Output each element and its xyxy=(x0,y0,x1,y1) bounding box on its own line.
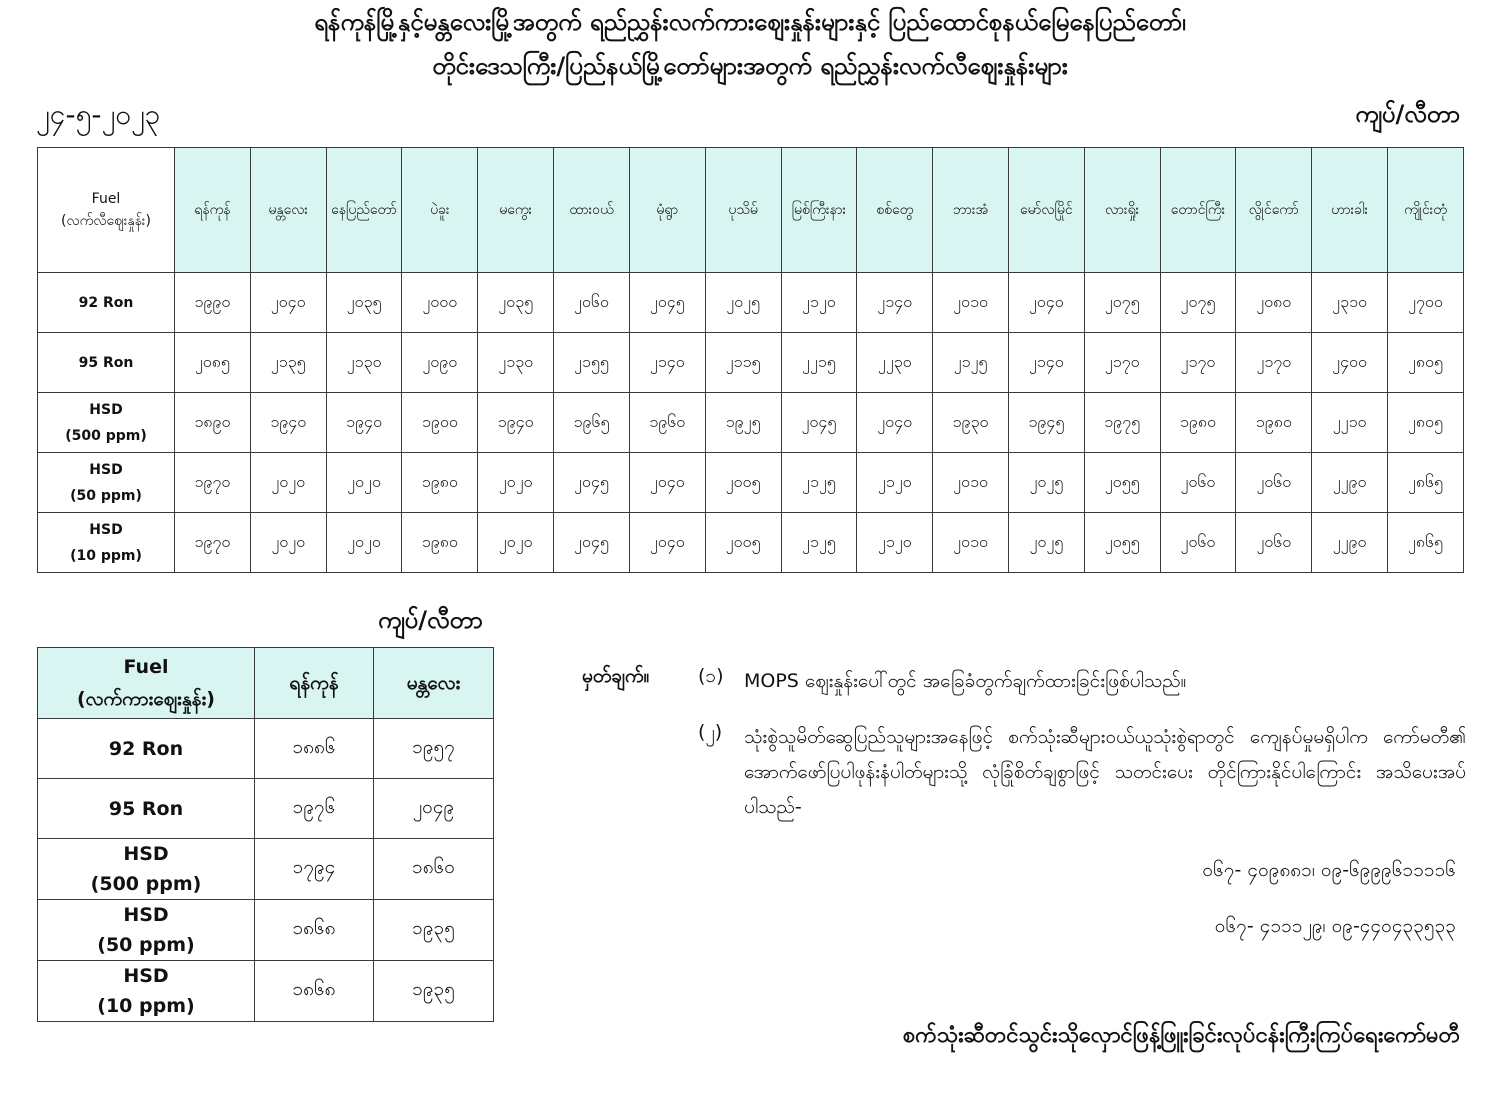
retail-city-header: ကျိုင်းတုံ xyxy=(1388,148,1464,273)
retail-price-cell: ၂၁၂၅ xyxy=(781,513,857,573)
wholesale-fuel-cell xyxy=(38,961,255,1022)
retail-price-cell: ၂၀၆၀ xyxy=(1160,453,1236,513)
retail-city-header: လားရှိုး xyxy=(1084,148,1160,273)
retail-price-cell: ၂၁၃၀ xyxy=(326,333,402,393)
retail-price-cell: ၁၉၇၀ xyxy=(175,513,251,573)
retail-city-header: လွိုင်ကော် xyxy=(1236,148,1312,273)
retail-price-cell: ၂၀၅၅ xyxy=(1084,453,1160,513)
retail-price-cell: ၂၁၃၅ xyxy=(250,333,326,393)
wholesale-fuel-header xyxy=(38,648,255,719)
fuel-name: HSD xyxy=(89,461,123,478)
retail-price-cell: ၁၉၄၀ xyxy=(326,393,402,453)
retail-price-cell: ၂၀၆၀ xyxy=(1236,513,1312,573)
retail-city-header: မကွေး xyxy=(478,148,554,273)
retail-price-cell: ၂၀၂၀ xyxy=(326,513,402,573)
fuel-grade: (10 ppm) xyxy=(70,547,142,564)
retail-price-cell: ၂၀၇၅ xyxy=(1160,273,1236,333)
wholesale-row xyxy=(38,900,494,961)
retail-price-cell: ၁၉၆၀ xyxy=(629,393,705,453)
retail-row xyxy=(38,513,1464,573)
retail-price-cell: ၂၈၀၅ xyxy=(1388,393,1464,453)
wholesale-row xyxy=(38,719,494,779)
retail-price-cell: ၂၀၃၅ xyxy=(326,273,402,333)
retail-price-cell: ၂၁၁၅ xyxy=(705,333,781,393)
retail-fuel-cell xyxy=(38,453,175,513)
retail-price-cell: ၂၂၉၀ xyxy=(1312,453,1388,513)
title-line-1: ရန်ကုန်မြို့နှင့်မန္တလေးမြို့အတွက် ရည်ညွှန်းလက်ကားဈေးနှုန်းများနှင့် ပြည်ထောင်စုနယ်မြေနေပြည်တော်၊ xyxy=(314,8,1186,36)
retail-price-cell: ၁၉၈၀ xyxy=(1160,393,1236,453)
retail-city-header: ရန်ကုန် xyxy=(175,148,251,273)
retail-price-cell: ၂၁၄၀ xyxy=(857,273,933,333)
retail-city-header: နေပြည်တော် xyxy=(326,148,402,273)
notes-label: မှတ်ချက်။ xyxy=(582,665,650,687)
retail-row xyxy=(38,453,1464,513)
wholesale-fuel-cell xyxy=(38,779,255,839)
retail-price-cell: ၁၉၇၅ xyxy=(1084,393,1160,453)
wholesale-price-cell: ၂၀၄၉ xyxy=(374,779,494,839)
fuel-grade: (500 ppm) xyxy=(65,427,147,444)
retail-price-cell: ၁၈၉၀ xyxy=(175,393,251,453)
retail-city-header: ဘားအံ xyxy=(933,148,1009,273)
wholesale-row xyxy=(38,961,494,1022)
fuel-name: 95 Ron xyxy=(78,354,134,371)
committee-name: စက်သုံးဆီတင်သွင်းသိုလှောင်ဖြန့်ဖြူးခြင်းလုပ်ငန်းကြီးကြပ်ရေးကော်မတီ xyxy=(902,1023,1460,1048)
retail-price-cell: ၂၀၆၀ xyxy=(1160,513,1236,573)
retail-price-cell: ၂၀၈၀ xyxy=(1236,273,1312,333)
retail-price-cell: ၂၁၂၀ xyxy=(857,513,933,573)
retail-price-cell: ၂၀၀၅ xyxy=(705,513,781,573)
retail-price-cell: ၂၀၄၅ xyxy=(629,273,705,333)
wholesale-fuel-cell xyxy=(38,719,255,779)
wholesale-city-header: မန္တလေး xyxy=(374,648,494,719)
fuel-name: HSD xyxy=(123,965,169,987)
retail-price-cell: ၂၁၇၀ xyxy=(1236,333,1312,393)
retail-price-cell: ၂၂၉၀ xyxy=(1312,513,1388,573)
retail-price-cell: ၂၃၁၀ xyxy=(1312,273,1388,333)
wholesale-price-cell: ၁၈၆၀ xyxy=(374,839,494,900)
wholesale-price-cell: ၁၇၉၄ xyxy=(255,839,374,900)
retail-city-header: မော်လမြိုင် xyxy=(1008,148,1084,273)
wholesale-price-cell: ၁၉၇၆ xyxy=(255,779,374,839)
title-line-2: တိုင်းဒေသကြီး/ပြည်နယ်မြို့တော်များအတွက် ရည်ညွှန်းလက်လီဈေးနှုန်းများ xyxy=(432,52,1068,80)
retail-row xyxy=(38,333,1464,393)
retail-price-cell: ၂၀၀၀ xyxy=(402,273,478,333)
retail-price-cell: ၂၀၄၀ xyxy=(629,513,705,573)
retail-price-cell: ၂၁၂၀ xyxy=(781,273,857,333)
retail-price-cell: ၂၀၄၀ xyxy=(1008,273,1084,333)
wholesale-city-header: ရန်ကုန် xyxy=(255,648,374,719)
retail-price-cell: ၂၀၂၀ xyxy=(478,513,554,573)
price-date: ၂၄-၅-၂၀၂၃ xyxy=(36,98,161,131)
note-text: MOPS ဈေးနှုန်းပေါ်တွင် အခြေခံတွက်ချက်ထားခြင်းဖြစ်ပါသည်။ xyxy=(744,670,1187,692)
retail-price-cell: ၁၉၄၀ xyxy=(250,393,326,453)
retail-price-cell: ၂၀၄၀ xyxy=(250,273,326,333)
wholesale-price-cell: ၁၈၆၈ xyxy=(255,961,374,1022)
wholesale-row xyxy=(38,839,494,900)
wholesale-price-cell: ၁၉၅၇ xyxy=(374,719,494,779)
retail-city-header: မြစ်ကြီးနား xyxy=(781,148,857,273)
fuel-name: 95 Ron xyxy=(108,797,184,820)
retail-price-cell: ၂၀၂၅ xyxy=(705,273,781,333)
retail-price-cell: ၂၀၆၀ xyxy=(1236,453,1312,513)
retail-price-cell: ၂၁၄၀ xyxy=(1008,333,1084,393)
retail-price-cell: ၂၂၃၀ xyxy=(857,333,933,393)
retail-price-cell: ၂၀၃၅ xyxy=(478,273,554,333)
retail-fuel-header-line1: Fuel xyxy=(91,191,121,207)
retail-price-cell: ၁၉၄၀ xyxy=(478,393,554,453)
fuel-name: 92 Ron xyxy=(78,294,134,311)
retail-price-cell: ၁၉၆၅ xyxy=(554,393,630,453)
retail-price-cell: ၂၀၄၅ xyxy=(554,513,630,573)
fuel-grade: (10 ppm) xyxy=(97,995,195,1017)
fuel-grade: (50 ppm) xyxy=(70,487,142,504)
retail-price-cell: ၁၉၈၀ xyxy=(402,513,478,573)
retail-price-cell: ၂၇၀၀ xyxy=(1388,273,1464,333)
retail-price-cell: ၂၀၄၀ xyxy=(857,393,933,453)
retail-price-cell: ၂၀၂၀ xyxy=(326,453,402,513)
retail-price-cell: ၁၉၄၅ xyxy=(1008,393,1084,453)
retail-price-cell: ၂၀၂၀ xyxy=(250,453,326,513)
retail-city-header: မန္တလေး xyxy=(250,148,326,273)
wholesale-fuel-header-line1: Fuel xyxy=(123,656,169,678)
phone-numbers-2: ၀၆၇- ၄၁၁၁၂၉၊ ၀၉-၄၄၀၄၃၃၅၃၃ xyxy=(1214,915,1456,937)
retail-price-cell: ၁၉၇၀ xyxy=(175,453,251,513)
retail-header-row xyxy=(38,148,1464,273)
retail-row xyxy=(38,273,1464,333)
retail-price-cell: ၂၀၄၅ xyxy=(554,453,630,513)
retail-price-cell: ၂၀၂၅ xyxy=(1008,453,1084,513)
retail-price-cell: ၁၉၀၀ xyxy=(402,393,478,453)
retail-price-cell: ၁၉၈၀ xyxy=(402,453,478,513)
retail-price-cell: ၂၀၂၅ xyxy=(1008,513,1084,573)
wholesale-price-cell: ၁၈၆၈ xyxy=(255,900,374,961)
retail-fuel-cell xyxy=(38,273,175,333)
retail-price-cell: ၁၉၉၀ xyxy=(175,273,251,333)
retail-city-header: ပဲခူး xyxy=(402,148,478,273)
retail-price-cell: ၂၁၅၅ xyxy=(554,333,630,393)
retail-unit-label: ကျပ်/လီတာ xyxy=(1355,100,1460,128)
wholesale-price-table xyxy=(37,647,494,1022)
fuel-name: HSD xyxy=(123,843,169,865)
wholesale-price-cell: ၁၈၈၆ xyxy=(255,719,374,779)
wholesale-row xyxy=(38,779,494,839)
retail-price-cell: ၂၈၆၅ xyxy=(1388,453,1464,513)
retail-row xyxy=(38,393,1464,453)
retail-fuel-header xyxy=(38,148,175,273)
wholesale-price-cell: ၁၉၃၅ xyxy=(374,961,494,1022)
retail-city-header: ဟားခါး xyxy=(1312,148,1388,273)
retail-price-cell: ၂၁၂၅ xyxy=(933,333,1009,393)
retail-price-cell: ၁၉၂၅ xyxy=(705,393,781,453)
retail-price-cell: ၂၁၄၀ xyxy=(629,333,705,393)
retail-price-cell: ၂၀၅၅ xyxy=(1084,513,1160,573)
retail-price-cell: ၂၈၆၅ xyxy=(1388,513,1464,573)
retail-price-cell: ၁၉၃၀ xyxy=(933,393,1009,453)
retail-price-cell: ၂၀၈၅ xyxy=(175,333,251,393)
retail-city-header: ပုသိမ် xyxy=(705,148,781,273)
retail-price-cell: ၂၀၆၀ xyxy=(554,273,630,333)
phone-numbers-1: ၀၆၇- ၄၀၉၈၈၁၊ ၀၉-၆၉၉၉၆၁၁၁၁၆ xyxy=(1202,859,1456,881)
retail-price-cell: ၂၀၄၀ xyxy=(629,453,705,513)
retail-price-cell: ၂၁၇၀ xyxy=(1084,333,1160,393)
retail-price-cell: ၂၀၂၀ xyxy=(478,453,554,513)
retail-city-header: စစ်တွေ xyxy=(857,148,933,273)
retail-price-cell: ၂၀၀၅ xyxy=(705,453,781,513)
retail-city-header: တောင်ကြီး xyxy=(1160,148,1236,273)
fuel-grade: (500 ppm) xyxy=(90,873,202,895)
retail-price-table xyxy=(37,147,1464,573)
retail-price-cell: ၂၁၂၀ xyxy=(857,453,933,513)
retail-fuel-cell xyxy=(38,393,175,453)
retail-city-header: မုံရွာ xyxy=(629,148,705,273)
retail-price-cell: ၂၈၀၅ xyxy=(1388,333,1464,393)
note-number: (၂) xyxy=(698,721,723,743)
wholesale-fuel-cell xyxy=(38,839,255,900)
retail-price-cell: ၂၀၄၅ xyxy=(781,393,857,453)
wholesale-unit-label: ကျပ်/လီတာ xyxy=(378,606,483,634)
retail-fuel-cell xyxy=(38,513,175,573)
retail-price-cell: ၂၁၂၅ xyxy=(781,453,857,513)
wholesale-fuel-cell xyxy=(38,900,255,961)
fuel-grade: (50 ppm) xyxy=(97,934,195,956)
fuel-name: HSD xyxy=(89,401,123,418)
retail-price-cell: ၂၀၁၀ xyxy=(933,513,1009,573)
retail-fuel-header-line2: (လက်လီဈေးနှုန်း) xyxy=(61,213,151,229)
note-number: (၁) xyxy=(698,665,724,687)
retail-price-cell: ၂၀၂၀ xyxy=(250,513,326,573)
retail-fuel-cell xyxy=(38,333,175,393)
note-text: သုံးစွဲသူမိတ်ဆွေပြည်သူများအနေဖြင့် စက်သုံးဆီများဝယ်ယူသုံးစွဲရာတွင် ကျေနပ်မှုမရှိပါက ကော်မတီ၏ အောက်ဖော်ပြပါဖုန်းနံပါတ်များသို့ လုံခြုံစိတ်ချစွာဖြင့် သတင်းပေး တိုင်ကြားနိုင်ပါကြောင်း အသိပေးအပ်ပါသည်- xyxy=(744,726,1466,818)
retail-price-cell: ၂၀၁၀ xyxy=(933,453,1009,513)
retail-price-cell: ၂၀၇၅ xyxy=(1084,273,1160,333)
wholesale-price-cell: ၁၉၃၅ xyxy=(374,900,494,961)
retail-price-cell: ၂၀၉၀ xyxy=(402,333,478,393)
retail-price-cell: ၂၁၇၀ xyxy=(1160,333,1236,393)
fuel-name: HSD xyxy=(89,521,123,538)
retail-price-cell: ၂၂၁၀ xyxy=(1312,393,1388,453)
wholesale-fuel-header-line2: (လက်ကားဈေးနှုန်း) xyxy=(77,688,215,710)
retail-city-header: ထားဝယ် xyxy=(554,148,630,273)
retail-price-cell: ၂၀၁၀ xyxy=(933,273,1009,333)
retail-price-cell: ၂၄၀၀ xyxy=(1312,333,1388,393)
retail-price-cell: ၂၂၁၅ xyxy=(781,333,857,393)
fuel-name: HSD xyxy=(123,904,169,926)
retail-price-cell: ၂၁၃၀ xyxy=(478,333,554,393)
fuel-name: 92 Ron xyxy=(108,737,184,760)
retail-price-cell: ၁၉၈၀ xyxy=(1236,393,1312,453)
wholesale-header-row xyxy=(38,648,494,719)
